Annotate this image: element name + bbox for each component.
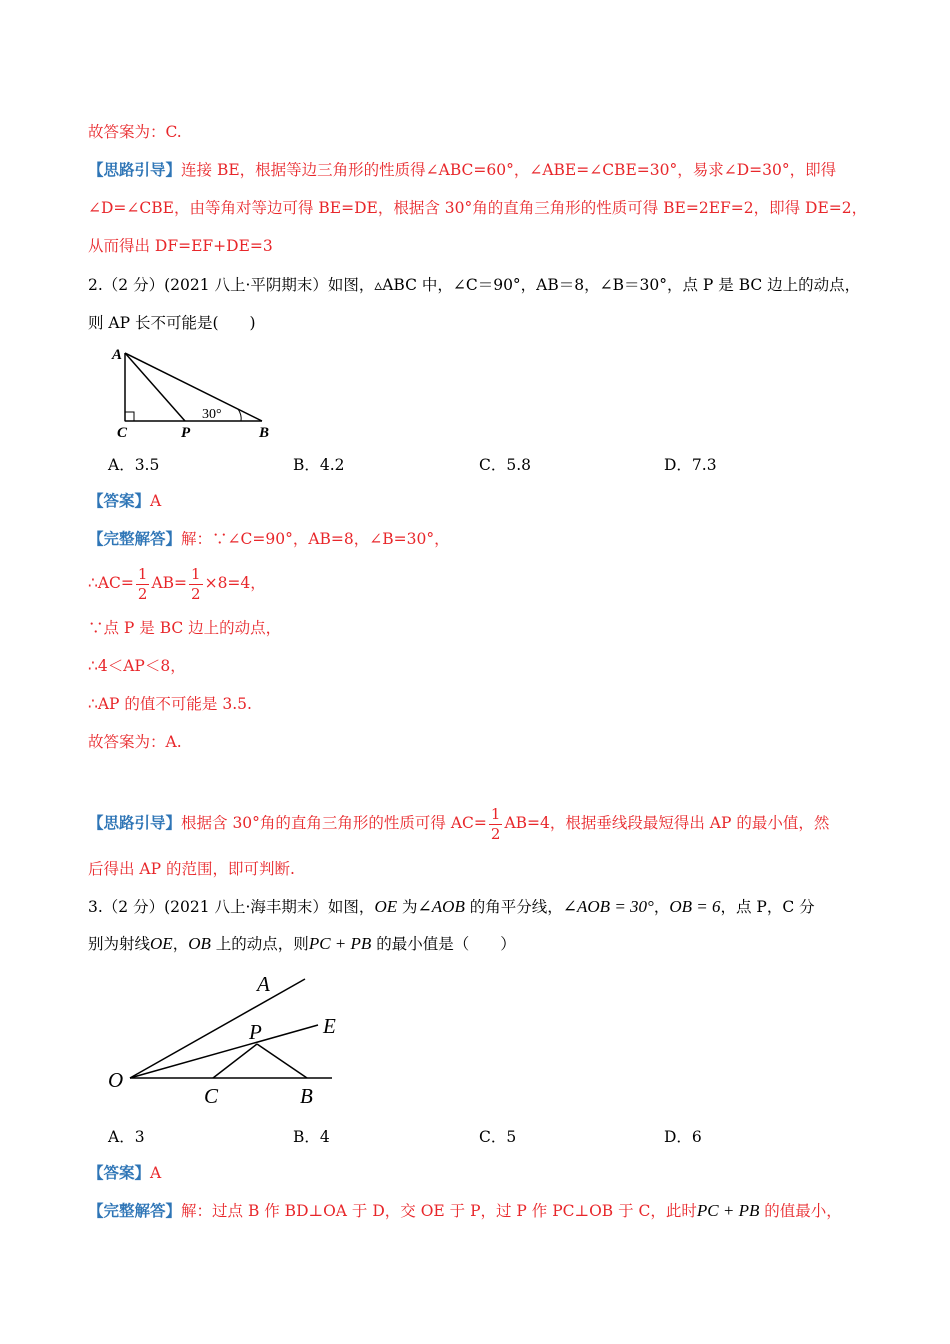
label-P: P bbox=[249, 1020, 262, 1044]
q2-solution-line-1: 【完整解答】解：∵∠C=90°，AB=8，∠B=30°， bbox=[88, 529, 450, 548]
q2-solution-line-3: ∵点 P 是 BC 边上的动点， bbox=[88, 619, 282, 637]
q2-option-c[interactable]: C．5.8 bbox=[479, 456, 532, 474]
q2-triangle-figure bbox=[105, 345, 285, 440]
q2-option-b[interactable]: B．4.2 bbox=[293, 456, 345, 474]
label-C: C bbox=[117, 425, 128, 440]
label-B: B bbox=[300, 1084, 313, 1108]
q2-hint-line-2: 后得出 AP 的范围，即可判断. bbox=[88, 860, 295, 878]
prev-hint-line-1: 【思路引导】连接 BE，根据等边三角形的性质得∠ABC=60°，∠ABE=∠CBE=30°，易求∠D=30°，即得 bbox=[88, 160, 837, 179]
prev-hint-line-2: ∠D=∠CBE，由等角对等边可得 BE=DE，根据含 30°角的直角三角形的性质可得 BE=2EF=2，即得 DE=2， bbox=[88, 199, 868, 217]
q2-answer: 【答案】A bbox=[88, 491, 162, 510]
q2-option-d[interactable]: D．7.3 bbox=[664, 456, 717, 474]
q3-option-d[interactable]: D．6 bbox=[664, 1128, 702, 1146]
q2-solution-line-5: ∴AP 的值不可能是 3.5. bbox=[88, 695, 252, 713]
q3-stem-line-2: 别为射线OE，OB 上的动点，则PC + PB 的最小值是（ ） bbox=[88, 934, 516, 953]
label-A: A bbox=[112, 347, 123, 363]
q2-stem-line-2: 则 AP 长不可能是( ) bbox=[88, 314, 256, 332]
q3-solution-line-1: 【完整解答】解：过点 B 作 BD⊥OA 于 D，交 OE 于 P，过 P 作 PC⊥OB 于 C，此时PC + PB 的值最小， bbox=[88, 1201, 842, 1220]
label-B: B bbox=[259, 425, 270, 440]
label-P: P bbox=[181, 425, 191, 440]
q2-solution-line-2: ∴AC= $\frac{1}{2}$ AB= $\frac{1}{2}$ ×8=4， bbox=[88, 564, 266, 603]
hint-tag: 【思路引导】 bbox=[88, 160, 182, 179]
fraction-one-half: $\frac{1}{2}$ bbox=[137, 564, 148, 603]
q3-answer: 【答案】A bbox=[88, 1163, 162, 1182]
q2-hint-line-1: 【思路引导】根据含 30°角的直角三角形的性质可得 AC= $\frac{1}{2}$ AB=4，根据垂线段最短得出 AP 的最小值，然 bbox=[88, 804, 830, 843]
label-C: C bbox=[204, 1084, 219, 1108]
label-A: A bbox=[257, 972, 270, 996]
q3-stem-line-1: 3.（2 分）(2021 八上·海丰期末）如图，OE 为∠AOB 的角平分线，∠AOB = 30°，OB = 6，点 P，C 分 bbox=[88, 897, 815, 916]
q2-option-a[interactable]: A．3.5 bbox=[108, 456, 160, 474]
label-O: O bbox=[108, 1068, 124, 1092]
q3-option-a[interactable]: A．3 bbox=[108, 1128, 145, 1146]
q3-option-c[interactable]: C．5 bbox=[479, 1128, 517, 1146]
label-E: E bbox=[323, 1014, 336, 1038]
q2-solution-line-4: ∴4＜AP＜8， bbox=[88, 657, 186, 675]
prev-conclusion: 故答案为：C. bbox=[88, 123, 182, 141]
q3-option-b[interactable]: B．4 bbox=[293, 1128, 330, 1146]
q3-angle-figure bbox=[100, 965, 360, 1110]
fraction-one-half: $\frac{1}{2}$ bbox=[191, 564, 201, 603]
q2-solution-line-6: 故答案为：A. bbox=[88, 733, 182, 751]
q2-stem-line-1: 2.（2 分）(2021 八上·平阴期末）如图，▵ABC 中，∠C＝90°，AB＝8，∠B＝30°，点 P 是 BC 边上的动点， bbox=[88, 276, 861, 294]
angle-label: 30° bbox=[202, 407, 222, 422]
prev-hint-line-3: 从而得出 DF=EF+DE=3 bbox=[88, 237, 273, 255]
fraction-one-half: $\frac{1}{2}$ bbox=[490, 804, 501, 843]
